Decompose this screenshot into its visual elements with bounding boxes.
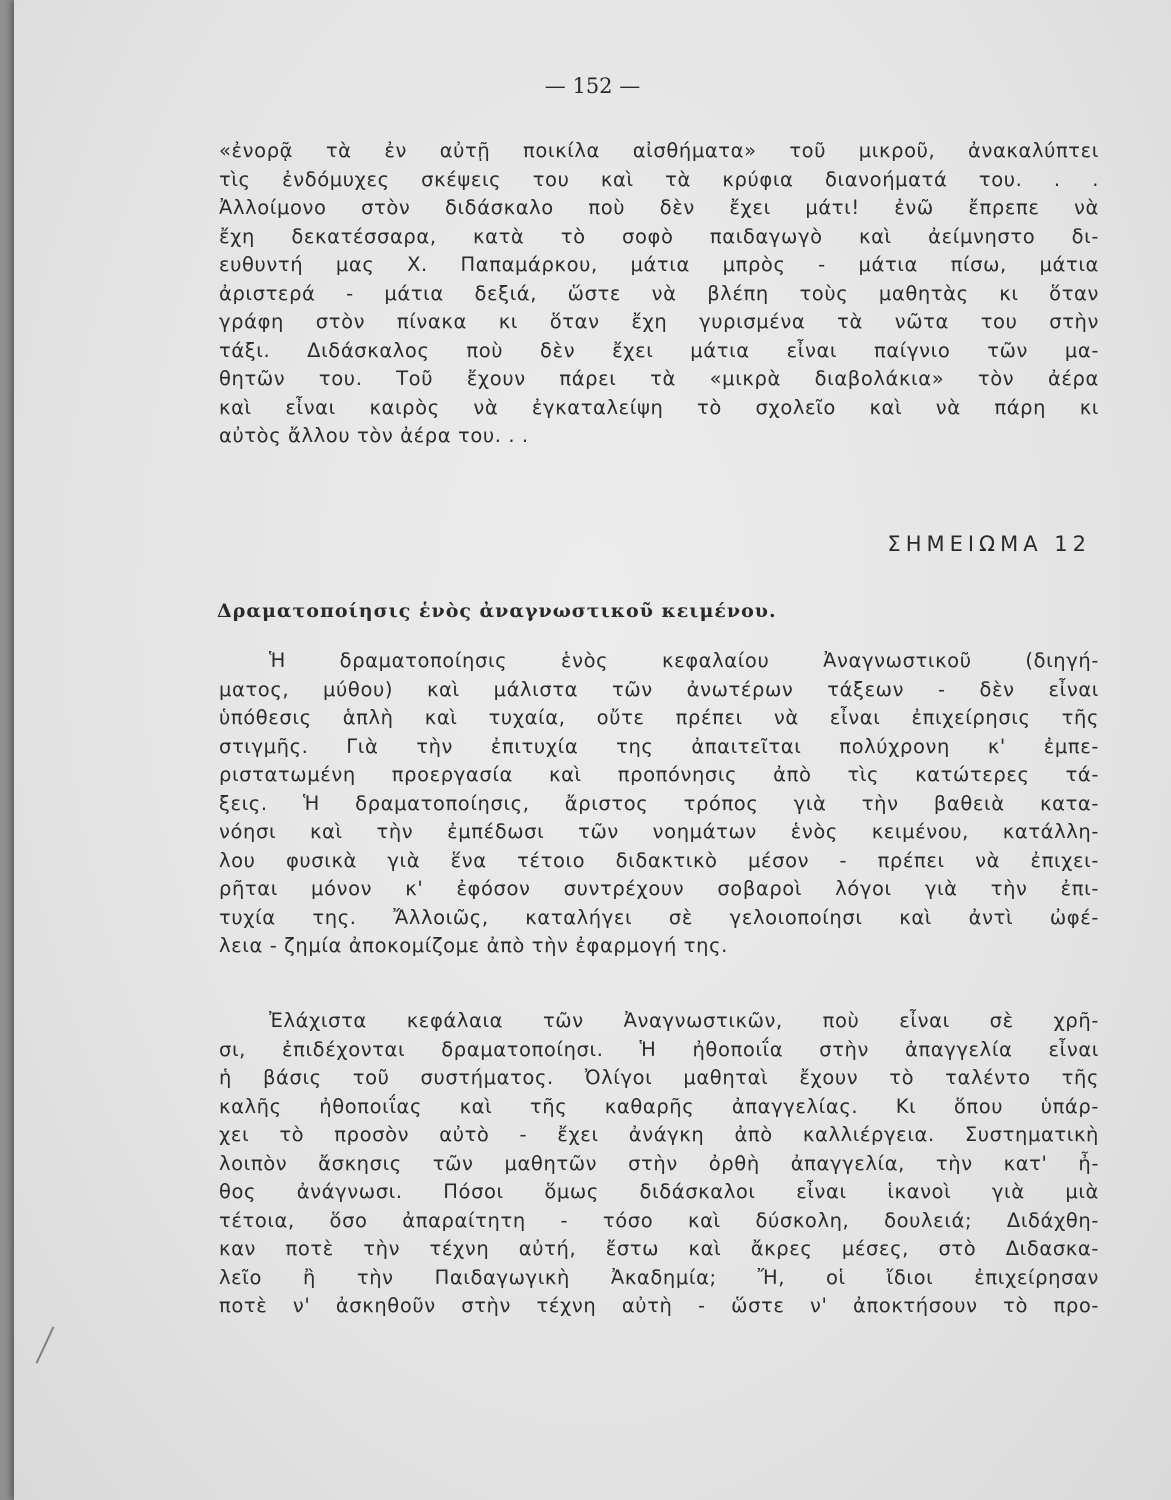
text-line: θος ἀνάγνωσι. Πόσοι ὅμως διδάσκαλοι εἶναι ἱκανοὶ γιὰ μιὰ <box>219 1180 1099 1203</box>
text-line: καὶ εἶναι καιρὸς νὰ ἐγκαταλείψη τὸ σχολεῖο καὶ νὰ πάρη κι <box>219 395 1099 419</box>
text-line: γράφη στὸν πίνακα κι ὅταν ἔχη γυρισμένα τὰ νῶτα του στὴν <box>219 310 1099 333</box>
text-line: Ἀλλοίμονο στὸν διδάσκαλο ποὺ δὲν ἔχει μάτι! ἐνῶ ἔπρεπε νὰ <box>219 196 1099 219</box>
text-line: ξεις. Ἡ δραματοποίησις, ἄριστος τρόπος γιὰ τὴν βαθειὰ κατα- <box>219 791 1099 815</box>
paragraph-2 <box>219 647 1099 961</box>
text-line: τὶς ἐνδόμυχες σκέψεις του καὶ τὰ κρύφια διανοήματά του. . . <box>219 167 1099 191</box>
text-line: καν ποτὲ τὴν τέχνη αὐτή, ἔστω καὶ ἄκρες μέσες, στὸ Διδασκα- <box>219 1237 1099 1260</box>
text-line: ματος, μύθου) καὶ μάλιστα τῶν ἀνωτέρων τάξεων - δὲν εἶναι <box>219 677 1099 701</box>
text-line: ριστατωμένη προεργασία καὶ προπόνησις ἀπὸ τὶς κατώτερες τά- <box>219 763 1099 786</box>
text-line: θητῶν του. Τοῦ ἔχουν πάρει τὰ «μικρὰ διαβολάκια» τὸν ἀέρα <box>219 367 1099 390</box>
paragraph-1 <box>219 137 1099 451</box>
text-line: στιγμῆς. Γιὰ τὴν ἐπιτυχία της ἀπαιτεῖται πολύχρονη κ' ἐμπε- <box>219 734 1099 758</box>
text-line: λου φυσικὰ γιὰ ἕνα τέτοιο διδακτικὸ μέσον - πρέπει νὰ ἐπιχει- <box>219 848 1099 872</box>
text-line: ἀριστερά - μάτια δεξιά, ὥστε νὰ βλέπη τοὺς μαθητὰς κι ὅταν <box>219 281 1099 305</box>
text-line: ἔχη δεκατέσσαρα, κατὰ τὸ σοφὸ παιδαγωγὸ καὶ ἀείμνηστο δι- <box>219 224 1099 248</box>
section-subtitle: Δραματοποίησις ἑνὸς ἀναγνωστικοῦ κειμένου. <box>217 600 777 622</box>
text-line: τάξι. Διδάσκαλος ποὺ δὲν ἔχει μάτια εἶναι παίγνιο τῶν μα- <box>219 338 1099 362</box>
text-line: καλῆς ἠθοποιΐας καὶ τῆς καθαρῆς ἀπαγγελίας. Κι ὅπου ὑπάρ- <box>219 1094 1099 1118</box>
text-line: νόησι καὶ τὴν ἐμπέδωσι τῶν νοημάτων ἑνὸς κειμένου, κατάλλη- <box>219 820 1099 843</box>
page-number: — 152 — <box>544 74 641 98</box>
text-line: αὐτὸς ἄλλου τὸν ἀέρα του. . . <box>219 424 529 447</box>
book-page <box>14 0 1171 1500</box>
text-line: ποτὲ ν' ἀσκηθοῦν στὴν τέχνη αὐτὴ - ὥστε ν' ἀποκτήσουν τὸ προ- <box>219 1294 1099 1317</box>
text-line: ευθυντή μας Χ. Παπαμάρκου, μάτια μπρὸς - μάτια πίσω, μάτια <box>219 253 1099 276</box>
text-line: σι, ἐπιδέχονται δραματοποίησι. Ἡ ἠθοποιΐα στὴν ἀπαγγελία εἶναι <box>219 1037 1099 1061</box>
text-line: λεια - ζημία ἀποκομίζομε ἀπὸ τὴν ἐφαρμογή της. <box>219 934 728 957</box>
section-heading: ΣΗΜΕΙΩΜΑ 12 <box>887 532 1091 556</box>
text-line: χει τὸ προσὸν αὐτὸ - ἔχει ἀνάγκη ἀπὸ καλλιέργεια. Συστηματικὴ <box>219 1123 1099 1146</box>
text-line: Ἐλάχιστα κεφάλαια τῶν Ἀναγνωστικῶν, ποὺ εἶναι σὲ χρῆ- <box>269 1009 1099 1032</box>
text-line: ἡ βάσις τοῦ συστήματος. Ὀλίγοι μαθηταὶ ἔχουν τὸ ταλέντο τῆς <box>219 1066 1099 1089</box>
text-line: τέτοια, ὅσο ἀπαραίτητη - τόσο καὶ δύσκολη, δουλειά; Διδάχθη- <box>219 1208 1099 1232</box>
paragraph-3 <box>219 1007 1099 1321</box>
text-line: ὑπόθεσις ἁπλὴ καὶ τυχαία, οὔτε πρέπει νὰ εἶναι ἐπιχείρησις τῆς <box>219 706 1099 729</box>
text-line: λεῖο ἢ τὴν Παιδαγωγικὴ Ἀκαδημία; Ἤ, οἱ ἴδιοι ἐπιχείρησαν <box>219 1265 1099 1289</box>
text-line: τυχία της. Ἄλλοιῶς, καταλήγει σὲ γελοιοποίησι καὶ ἀντὶ ὠφέ- <box>219 905 1099 929</box>
text-line: λοιπὸν ἄσκησις τῶν μαθητῶν στὴν ὀρθὴ ἀπαγγελία, τὴν κατ' ἦ- <box>219 1151 1099 1175</box>
text-line: Ἡ δραματοποίησις ἑνὸς κεφαλαίου Ἀναγνωστικοῦ (διηγή- <box>269 649 1099 672</box>
text-line: «ἐνορᾷ τὰ ἐν αὐτῇ ποικίλα αἰσθήματα» τοῦ μικροῦ, ἀνακαλύπτει <box>219 139 1099 162</box>
text-line: ρῆται μόνον κ' ἐφόσον συντρέχουν σοβαροὶ λόγοι γιὰ τὴν ἐπι- <box>219 877 1099 900</box>
pencil-mark <box>36 1326 55 1363</box>
